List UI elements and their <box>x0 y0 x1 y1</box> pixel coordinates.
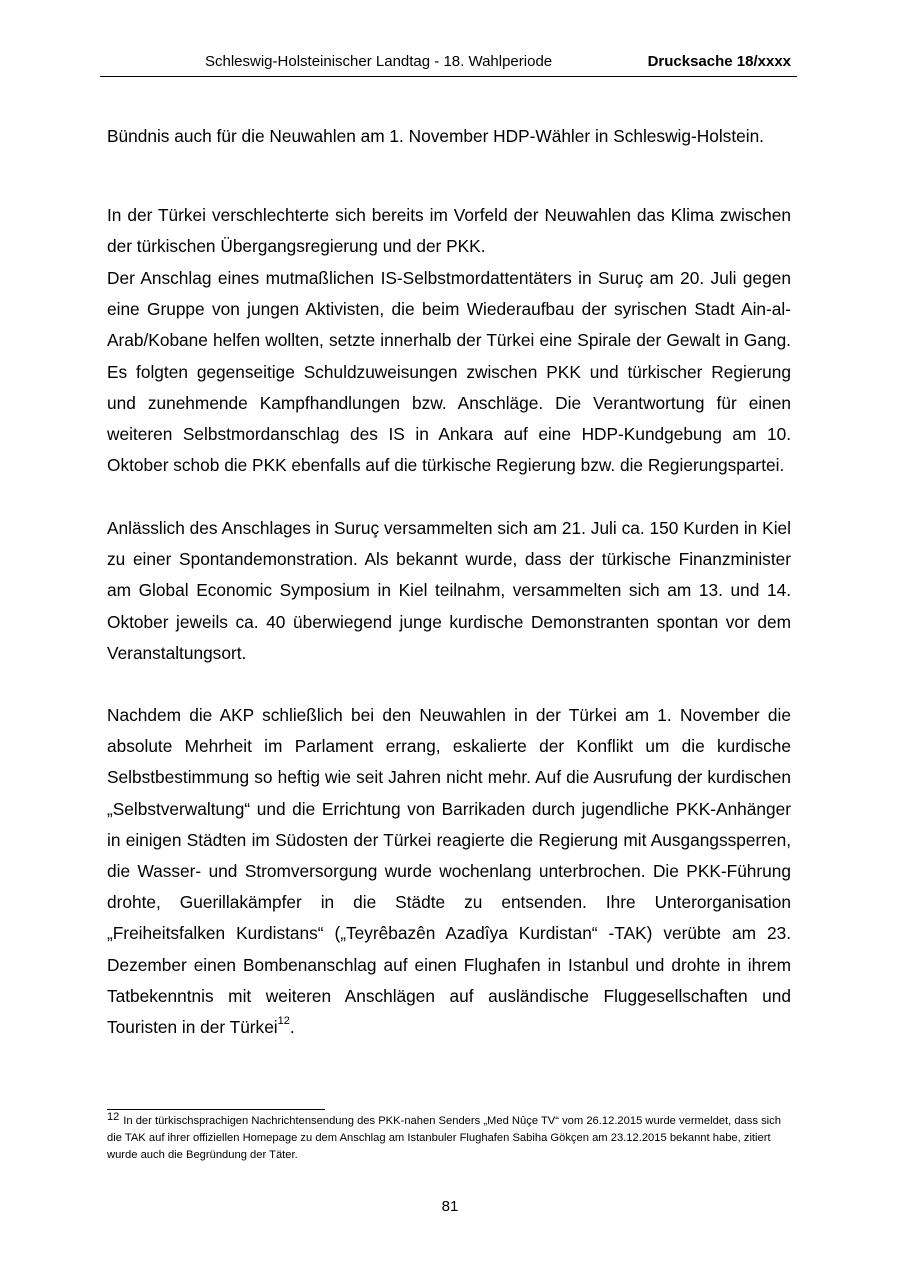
paragraph-2 <box>107 200 791 262</box>
paragraph-1 <box>107 121 791 152</box>
footnote-separator <box>107 1109 325 1110</box>
paragraph-text <box>107 700 791 1043</box>
paragraph-4 <box>107 513 791 669</box>
paragraph-3 <box>107 263 791 481</box>
paragraph-text: In der Türkei verschlechterte sich bereits im Vorfeld der Neuwahlen das Klima zwischen der türkischen Übergangsregierung und der PKK. <box>107 205 791 257</box>
paragraph-body: Nachdem die AKP schließlich bei den Neuwahlen in der Türkei am 1. November die absolute Mehrheit im Parlament errang, eskalierte der Konflikt um die kurdische Selbstbestimmung so heftig wie seit Jahren nicht mehr. Auf die Ausrufung der kurdischen „Selbstverwaltung“ und die Errichtung von Barrikaden durch jugendliche PKK-Anhänger in einigen Städten im Südosten der Türkei reagierte die Regierung mit Ausgangssperren, die Wasser- und Stromversorgung wurde wochenlang unterbrochen. Die PKK-Führung drohte, Guerillakämpfer in die Städte zu entsenden. Ihre Unterorganisation „Freiheitsfalken Kurdistans“ („Teyrêbazên Azadîya Kurdistan“ -TAK) verübte am 23. Dezember einen Bombenanschlag auf einen Flughafen in Istanbul und drohte in ihrem Tatbekenntnis mit weiteren Anschlägen auf ausländische Fluggesellschaften und Touristen in der Türkei <box>107 705 791 1038</box>
footnote <box>107 1113 791 1164</box>
paragraph-text: Anlässlich des Anschlages in Suruç versammelten sich am 21. Juli ca. 150 Kurden in Kiel zu einer Spontandemonstration. Als bekannt wurde, dass der türkische Finanzminister am Global Economic Symposium in Kiel teilnahm, versammelten sich am 13. und 14. Oktober jeweils ca. 40 überwiegend junge kurdische Demonstranten spontan vor dem Veranstaltungsort. <box>107 518 791 663</box>
paragraph-period: . <box>289 1017 295 1038</box>
footnote-reference[interactable]: 12 <box>277 1015 290 1028</box>
page-number: 81 <box>441 1198 459 1215</box>
footnote-number: 12 <box>107 1111 120 1123</box>
footnote-text: In der türkischsprachigen Nachrichtensendung des PKK-nahen Senders „Med Nûçe TV“ vom 26.12.2015 wurde vermeldet, dass sich die TAK auf ihrer offiziellen Homepage zu dem Anschlag am Istanbuler Flughafen Sabiha Gökçen am 23.12.2015 bekannt habe, zitiert wurde auch die Begründung der Täter. <box>107 1115 781 1161</box>
page-header <box>100 50 797 77</box>
paragraph-text: Der Anschlag eines mutmaßlichen IS-Selbstmordattentäters in Suruç am 20. Juli gegen eine Gruppe von jungen Aktivisten, die beim Wiederaufbau der syrischen Stadt Ain-al-Arab/Kobane helfen wollten, setzte innerhalb der Türkei eine Spirale der Gewalt in Gang. Es folgten gegenseitige Schuldzuweisungen zwischen PKK und türkischer Regierung und zunehmende Kampfhandlungen bzw. Anschläge. Die Verantwortung für einen weiteren Selbstmordanschlag des IS in Ankara auf eine HDP-Kundgebung am 10. Oktober schob die PKK ebenfalls auf die türkische Regierung bzw. die Regierungspartei. <box>107 268 791 476</box>
paragraph-5 <box>107 700 791 1043</box>
paragraph-text: Bündnis auch für die Neuwahlen am 1. November HDP-Wähler in Schleswig-Holstein. <box>107 126 764 146</box>
header-drucksache: Drucksache 18/xxxx <box>647 53 791 70</box>
header-title: Schleswig-Holsteinischer Landtag - 18. Wahlperiode <box>205 53 553 70</box>
